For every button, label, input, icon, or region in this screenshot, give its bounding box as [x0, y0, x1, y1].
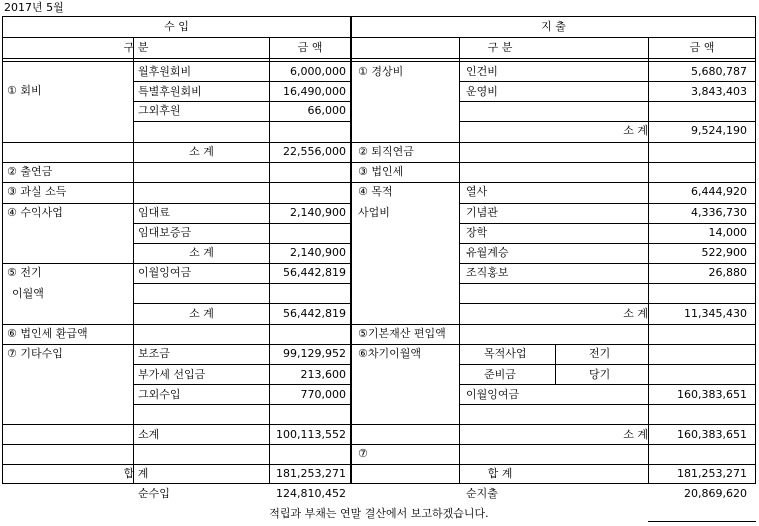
row-rule [133, 121, 350, 122]
header-rule-3 [2, 61, 756, 62]
income-subtotal-label: 소 계 [189, 246, 214, 259]
income-amount: 22,556,000 [283, 145, 346, 158]
expense-amount: 522,900 [701, 246, 747, 259]
income-item: 부가세 선입금 [138, 368, 206, 381]
expense-item: 목적사업 [484, 347, 527, 360]
income-item: 특별후원회비 [138, 85, 202, 98]
income-amount: 2,140,900 [290, 206, 346, 219]
income-item: 월후원회비 [138, 65, 192, 78]
expense-item: 전기 [589, 347, 611, 360]
expense-net-label: 순지출 [466, 487, 498, 500]
income-subtotal-label: 소계 [138, 428, 160, 441]
income-amount: 16,490,000 [283, 85, 346, 98]
income-total-label: 합 계 [123, 467, 149, 480]
income-amount: 100,113,552 [276, 428, 346, 441]
row-rule [352, 162, 756, 163]
expense-col-category: 구 분 [487, 41, 513, 54]
income-amount: 56,442,819 [283, 266, 346, 279]
income-label: 이월액 [12, 287, 44, 300]
row-rule [133, 81, 350, 82]
income-item: 이월잉여금 [138, 266, 192, 279]
income-amount: 66,000 [307, 104, 346, 117]
expense-subtotal-label: 소 계 [623, 428, 648, 441]
income-item: 그외수입 [138, 388, 181, 401]
table-border-left [2, 16, 3, 484]
row-rule [459, 283, 756, 284]
income-label: ① 회비 [7, 84, 42, 97]
row-rule [459, 384, 756, 385]
report-title: 2017년 5월 [4, 1, 64, 14]
income-header: 수 입 [164, 20, 189, 33]
expense-item: 운영비 [466, 85, 498, 98]
income-subtotal-label: 소 계 [189, 307, 214, 320]
expense-item: 기념관 [466, 206, 498, 219]
income-net-amount: 124,810,452 [276, 487, 346, 500]
middle-divider [350, 16, 352, 484]
row-rule [459, 81, 756, 82]
row-rule [459, 364, 756, 365]
expense-total-label: 합 계 [487, 467, 513, 480]
expense-item: 준비금 [484, 368, 516, 381]
expense-label: ③ 법인세 [358, 165, 404, 178]
table-border-right [755, 16, 756, 484]
expense-item: 인건비 [466, 65, 498, 78]
income-col-category: 구 분 [123, 41, 149, 54]
row-rule [133, 404, 350, 405]
table-border-bottom [2, 483, 756, 484]
expense-item: 장학 [466, 226, 488, 239]
row-rule [2, 444, 350, 445]
expense-label: 사업비 [358, 206, 390, 219]
expense-amount: 4,336,730 [691, 206, 747, 219]
expense-col-sep-1 [459, 37, 460, 484]
expense-amount: 11,345,430 [684, 307, 747, 320]
income-amount: 2,140,900 [290, 246, 346, 259]
expense-amount: 3,843,403 [691, 85, 747, 98]
expense-amount: 6,444,920 [691, 185, 747, 198]
row-rule [2, 162, 350, 163]
row-rule [133, 364, 350, 365]
row-rule [133, 283, 350, 284]
income-amount: 770,000 [300, 388, 346, 401]
expense-amount: 160,383,651 [677, 388, 747, 401]
expense-subtotal-label: 소 계 [623, 124, 648, 137]
income-item: 임대료 [138, 206, 170, 219]
row-rule [352, 424, 756, 425]
income-net-label: 순수입 [138, 487, 170, 500]
expense-col-amount: 금 액 [689, 41, 715, 54]
row-rule [459, 303, 756, 304]
income-item: 임대보증금 [138, 226, 192, 239]
expense-subtotal-label: 소 계 [623, 307, 648, 320]
expense-amount: 26,880 [708, 266, 747, 279]
row-rule [459, 101, 756, 102]
expense-amount: 5,680,787 [691, 65, 747, 78]
expense-amount: 14,000 [708, 226, 747, 239]
expense-label: ⑤기본재산 편입액 [358, 327, 446, 340]
income-amount: 99,129,952 [283, 347, 346, 360]
income-item: 그외후원 [138, 104, 181, 117]
expense-label: ④ 목적 [358, 185, 393, 198]
expense-label: ② 퇴직연금 [358, 145, 414, 158]
income-label: ⑦ 기타수입 [7, 347, 63, 360]
header-rule-2 [2, 58, 756, 59]
income-amount: 213,600 [300, 368, 346, 381]
table-border-top [2, 16, 756, 17]
expense-label: ① 경상비 [358, 65, 404, 78]
income-label: ④ 수익사업 [7, 206, 63, 219]
income-amount: 56,442,819 [283, 307, 346, 320]
expense-item: 조직홍보 [466, 266, 509, 279]
income-amount: 6,000,000 [290, 65, 346, 78]
expense-item: 열사 [466, 185, 488, 198]
expense-header: 지 출 [541, 20, 566, 33]
expense-net-amount: 20,869,620 [684, 487, 747, 500]
expense-item: 이월잉여금 [466, 388, 520, 401]
income-col-amount: 금 액 [297, 41, 323, 54]
footnote: 적립과 부채는 연말 결산에서 보고하겠습니다. [269, 507, 489, 520]
income-item: 보조금 [138, 347, 170, 360]
row-rule [133, 384, 350, 385]
expense-total-amount: 181,253,271 [677, 467, 747, 480]
row-rule [459, 404, 756, 405]
expense-label: ⑥차기이월액 [358, 347, 421, 360]
income-label: ③ 과실 소득 [7, 185, 67, 198]
income-label: ⑥ 법인세 환급액 [7, 327, 88, 340]
row-rule [352, 444, 756, 445]
row-rule [133, 303, 350, 304]
income-label: ⑤ 전기 [7, 266, 42, 279]
expense-amount: 160,383,651 [677, 428, 747, 441]
expense-amount: 9,524,190 [691, 124, 747, 137]
income-label: ② 출연금 [7, 165, 53, 178]
row-rule [2, 424, 350, 425]
expense-item: 유월계승 [466, 246, 509, 259]
header-rule [2, 37, 756, 38]
expense-item: 당기 [589, 368, 611, 381]
income-total-amount: 181,253,271 [276, 467, 346, 480]
income-subtotal-label: 소 계 [189, 145, 214, 158]
expense-label: ⑦ [358, 447, 368, 460]
